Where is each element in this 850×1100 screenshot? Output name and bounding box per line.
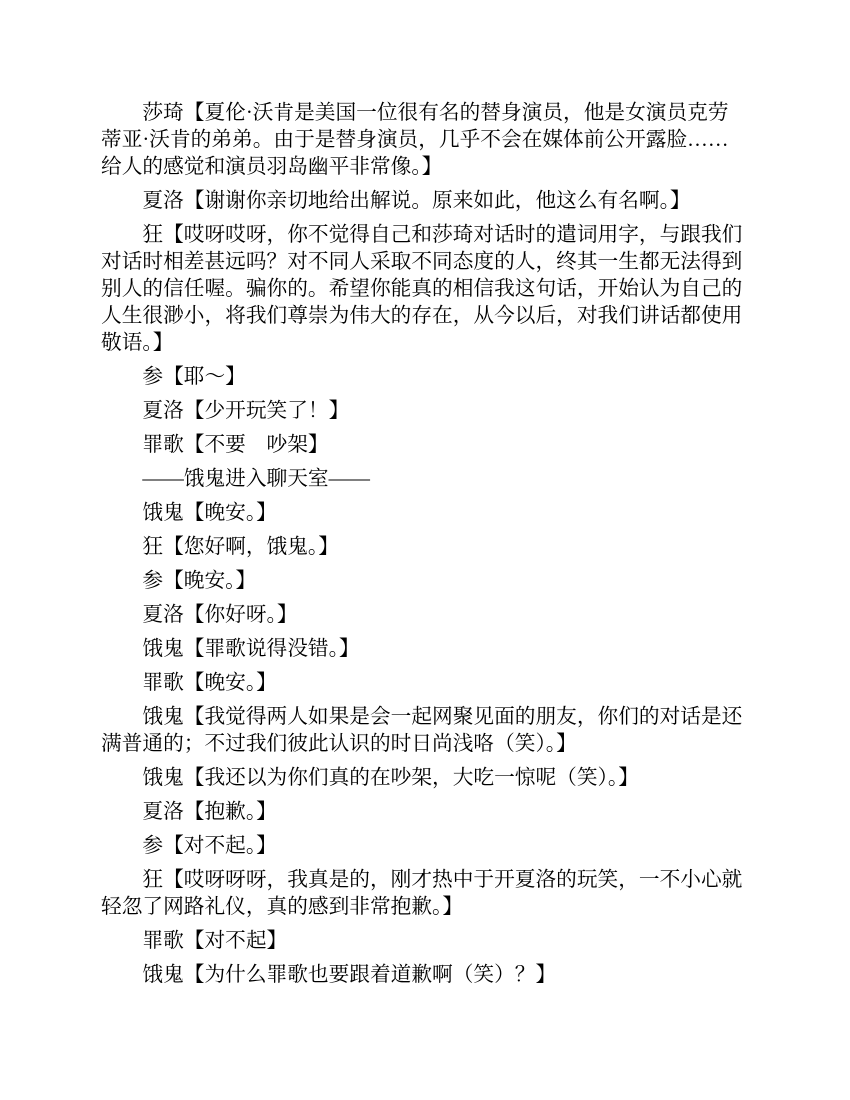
speaker-name: 饿鬼 xyxy=(142,637,184,660)
system-message xyxy=(101,466,744,493)
dialogue-line xyxy=(101,568,744,595)
dialogue-line xyxy=(101,962,744,989)
dialogue-line xyxy=(101,799,744,826)
message-text: 【哎呀呀呀，我真是的，刚才热中于开夏洛的玩笑，一不小心就轻忽了网路礼仪，真的感到非常抱歉。】 xyxy=(101,868,743,918)
message-text: 【为什么罪歌也要跟着道歉啊（笑）？】 xyxy=(183,963,557,986)
speaker-name: 罪歌 xyxy=(142,671,184,694)
message-text: 【夏伦·沃肯是美国一位很有名的替身演员，他是女演员克劳蒂亚·沃肯的弟弟。由于是替身演员，几乎不会在媒体前公开露脸……给人的感觉和演员羽岛幽平非常像。】 xyxy=(101,101,729,178)
dialogue-line xyxy=(101,432,744,459)
chat-transcript xyxy=(101,100,744,996)
dialogue-line xyxy=(101,602,744,629)
message-text: 【我还以为你们真的在吵架，大吃一惊呢（笑）。】 xyxy=(183,766,639,789)
speaker-name: 狂 xyxy=(142,535,164,558)
dialogue-line xyxy=(101,188,744,215)
dialogue-line xyxy=(101,704,744,758)
dialogue-line xyxy=(101,364,744,391)
speaker-name: 狂 xyxy=(142,868,164,891)
dialogue-line xyxy=(101,867,744,921)
dialogue-line xyxy=(101,833,744,860)
dialogue-line xyxy=(101,670,744,697)
message-text: 【我觉得两人如果是会一起网聚见面的朋友，你们的对话是还满普通的；不过我们彼此认识的时日尚浅咯（笑）。】 xyxy=(101,705,743,755)
message-text: 【您好啊，饿鬼。】 xyxy=(163,535,339,558)
speaker-name: 参 xyxy=(142,834,164,857)
message-text: 【对不起】 xyxy=(183,929,288,952)
message-text: 【罪歌说得没错。】 xyxy=(183,637,360,660)
speaker-name: 夏洛 xyxy=(142,603,184,626)
dialogue-line xyxy=(101,398,744,425)
speaker-name: 参 xyxy=(142,365,164,388)
dialogue-line xyxy=(101,534,744,561)
message-text: 【抱歉。】 xyxy=(183,800,277,823)
speaker-name: 夏洛 xyxy=(142,189,184,212)
message-text: 【谢谢你亲切地给出解说。原来如此，他这么有名啊。】 xyxy=(183,189,691,212)
dialogue-line xyxy=(101,636,744,663)
dialogue-line xyxy=(101,765,744,792)
speaker-name: 夏洛 xyxy=(142,399,184,422)
message-text: 【你好呀。】 xyxy=(183,603,298,626)
speaker-name: 夏洛 xyxy=(142,800,184,823)
message-text: 【晚安。】 xyxy=(163,569,257,592)
dialogue-line xyxy=(101,928,744,955)
dialogue-line xyxy=(101,500,744,527)
message-text: 【少开玩笑了！】 xyxy=(183,399,350,422)
speaker-name: 莎琦 xyxy=(142,101,184,124)
message-text: 【对不起。】 xyxy=(163,834,277,857)
speaker-name: 参 xyxy=(142,569,164,592)
speaker-name: 狂 xyxy=(142,223,164,246)
speaker-name: 罪歌 xyxy=(142,929,184,952)
speaker-name: 饿鬼 xyxy=(142,766,184,789)
message-text: 【耶～】 xyxy=(163,365,246,388)
system-message-text: ——饿鬼进入聊天室—— xyxy=(142,467,370,490)
speaker-name: 饿鬼 xyxy=(142,501,184,524)
message-text: 【晚安。】 xyxy=(183,671,277,694)
message-text: 【不要 吵架】 xyxy=(183,433,329,456)
speaker-name: 饿鬼 xyxy=(142,963,184,986)
message-text: 【晚安。】 xyxy=(183,501,277,524)
speaker-name: 罪歌 xyxy=(142,433,184,456)
dialogue-line xyxy=(101,100,744,181)
message-text: 【哎呀哎呀，你不觉得自己和莎琦对话时的遣词用字，与跟我们对话时相差甚远吗？对不同人采取不同态度的人，终其一生都无法得到别人的信任喔。骗你的。希望你能真的相信我这句话，开始认为自己的人生很渺小，将我们尊崇为伟大的存在，从今以后，对我们讲话都使用敬语。】 xyxy=(101,223,743,354)
speaker-name: 饿鬼 xyxy=(142,705,184,728)
dialogue-line xyxy=(101,222,744,357)
